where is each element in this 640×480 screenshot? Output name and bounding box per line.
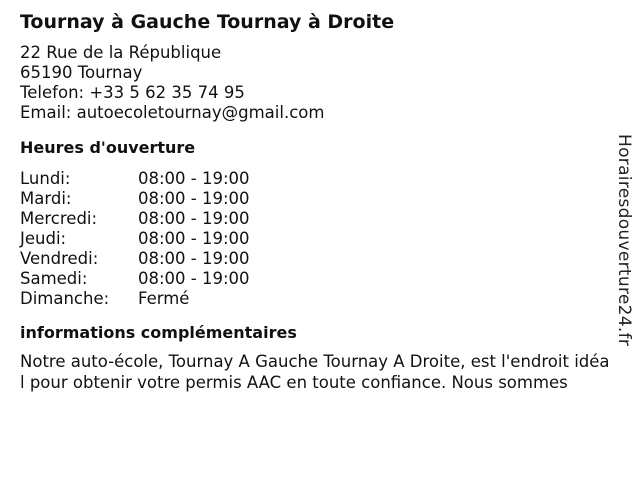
time-value: 08:00 - 19:00 (138, 269, 250, 288)
hours-row-thursday (20, 229, 610, 249)
day-label: Samedi: (20, 269, 88, 288)
day-label: Vendredi: (20, 249, 99, 268)
opening-hours-table (20, 169, 610, 309)
additional-info-heading: informations complémentaires (20, 323, 297, 342)
day-label: Mardi: (20, 189, 72, 208)
time-value: 08:00 - 19:00 (138, 249, 250, 268)
day-label: Jeudi: (20, 229, 67, 248)
contact-block (20, 43, 610, 123)
day-label: Dimanche: (20, 289, 110, 308)
hours-row-wednesday (20, 209, 610, 229)
description-text: Notre auto-école, Tournay A Gauche Tournay A Droite, est l'endroit idéal pour obtenir votre permis AAC en toute confiance. Nous sommes (20, 352, 610, 392)
hours-row-saturday (20, 269, 610, 289)
day-label: Mercredi: (20, 209, 98, 228)
time-value: 08:00 - 19:00 (138, 189, 250, 208)
hours-row-friday (20, 249, 610, 269)
opening-hours-heading: Heures d'ouverture (20, 138, 196, 157)
hours-row-sunday (20, 289, 610, 309)
time-value: 08:00 - 19:00 (138, 169, 250, 188)
business-card (20, 10, 610, 393)
time-value: Fermé (138, 289, 190, 308)
phone-number: Telefon: +33 5 62 35 74 95 (20, 83, 245, 102)
email-address: Email: autoecoletournay@gmail.com (20, 103, 325, 122)
business-name: Tournay à Gauche Tournay à Droite (20, 11, 395, 33)
street-address: 22 Rue de la République (20, 43, 222, 62)
postal-city: 65190 Tournay (20, 63, 143, 82)
hours-row-monday (20, 169, 610, 189)
site-watermark: Horairesdouverture24.fr (614, 134, 634, 347)
hours-row-tuesday (20, 189, 610, 209)
day-label: Lundi: (20, 169, 71, 188)
time-value: 08:00 - 19:00 (138, 229, 250, 248)
time-value: 08:00 - 19:00 (138, 209, 250, 228)
